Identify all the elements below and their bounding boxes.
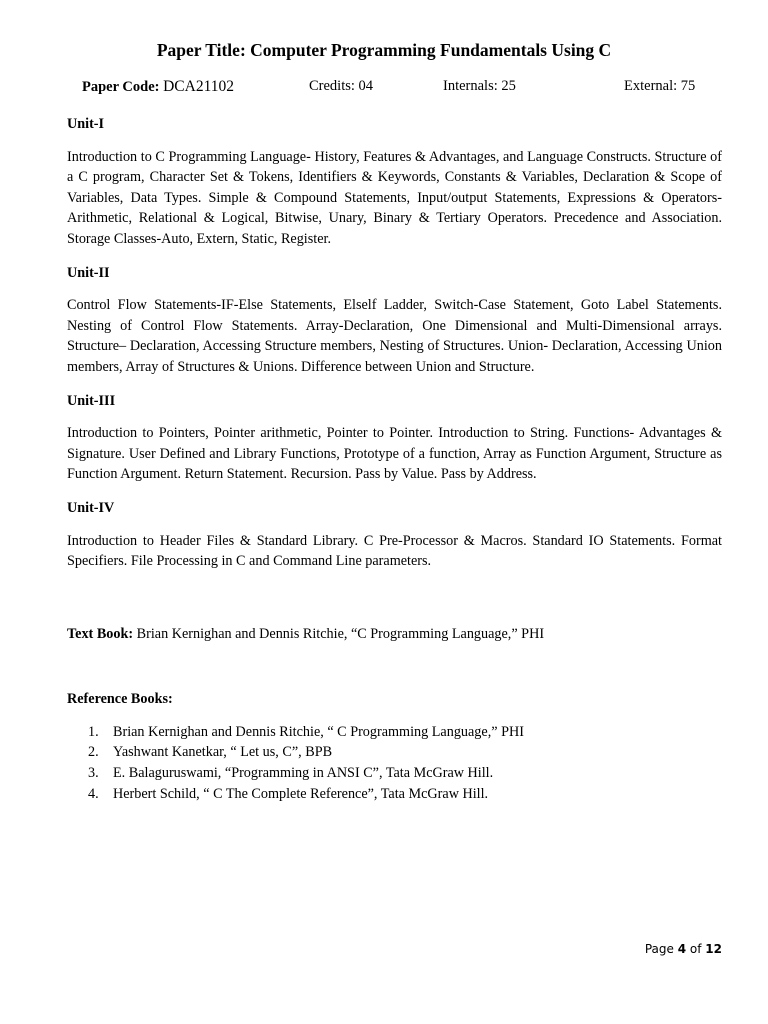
unit-heading: Unit-II [67,264,110,281]
unit-heading: Unit-IV [67,499,115,516]
page-word: Page [644,942,674,956]
reference-text: Herbert Schild, “ C The Complete Reference”, Tata McGraw Hill. [113,785,489,802]
reference-number: 2. [88,744,99,761]
reference-number: 4. [88,785,99,802]
unit-1-section [67,114,722,250]
unit-body: Introduction to C Programming Language- History, Features & Advantages, and Language Constructs. Structure of a C program, Character Set & Tokens, Identifiers & Keywords, Constants & Variables, Declaration & Scope of Variables, Data Types. Simple & Compound Statements, Input/output Statements, Expressions & Operators-Arithmetic, Relational & Logical, Bitwise, Unary, Binary & Tertiary Operators. Precedence and Association. Storage Classes-Auto, Extern, Static, Register. [67,148,722,247]
reference-item [67,722,722,743]
paper-code [82,78,234,96]
credits: Credits: 04 [309,78,374,94]
paper-title: Paper Title: Computer Programming Fundamentals Using C [156,40,612,60]
unit-4-section [67,498,722,572]
reference-books-list [67,722,722,804]
unit-body: Control Flow Statements-IF-Else Statements, Elself Ladder, Switch-Case Statement, Goto Label Statements. Nesting of Control Flow Statements. Array-Declaration, One Dimensional and Multi-Dimensional arrays. Structure– Declaration, Accessing Structure members, Nesting of Structures. Union- Declaration, Accessing Union members, Array of Structures & Unions. Difference between Union and Structure. [67,297,722,375]
reference-books-heading: Reference Books: [67,691,173,708]
text-book-label: Text Book: [67,625,134,642]
unit-body: Introduction to Header Files & Standard Library. C Pre-Processor & Macros. Standard IO Statements. Format Specifiers. File Processing in C and Command Line parameters. [67,532,722,570]
paper-meta-row [0,78,768,100]
syllabus-content [67,114,722,804]
reference-text: E. Balaguruswami, “Programming in ANSI C”, Tata McGraw Hill. [113,765,494,782]
of-word: of [689,942,702,956]
reference-text: Yashwant Kanetkar, “ Let us, C”, BPB [113,744,333,761]
reference-item [67,742,722,763]
reference-number: 3. [88,765,99,782]
unit-body: Introduction to Pointers, Pointer arithmetic, Pointer to Pointer. Introduction to String. Functions- Advantages & Signature. User Defined and Library Functions, Prototype of a function, Array as Function Argument, Structure as Function Argument. Return Statement. Recursion. Pass by Value. Pass by Address. [67,425,722,483]
total-pages: 12 [705,942,722,956]
reference-item [67,784,722,805]
current-page: 4 [677,942,687,956]
paper-code-value: DCA21102 [163,78,234,95]
unit-heading: Unit-I [67,116,105,132]
page-number [645,942,722,956]
unit-heading: Unit-III [67,392,116,409]
external: External: 75 [624,78,696,94]
text-book [67,624,722,645]
unit-3-section [67,391,722,485]
reference-number: 1. [88,723,99,740]
unit-2-section [67,263,722,378]
reference-text: Brian Kernighan and Dennis Ritchie, “ C Programming Language,” PHI [113,723,524,740]
reference-item [67,763,722,784]
internals: Internals: 25 [443,78,516,94]
paper-code-label: Paper Code: [82,79,160,95]
text-book-value: Brian Kernighan and Dennis Ritchie, “C Programming Language,” PHI [136,625,545,642]
